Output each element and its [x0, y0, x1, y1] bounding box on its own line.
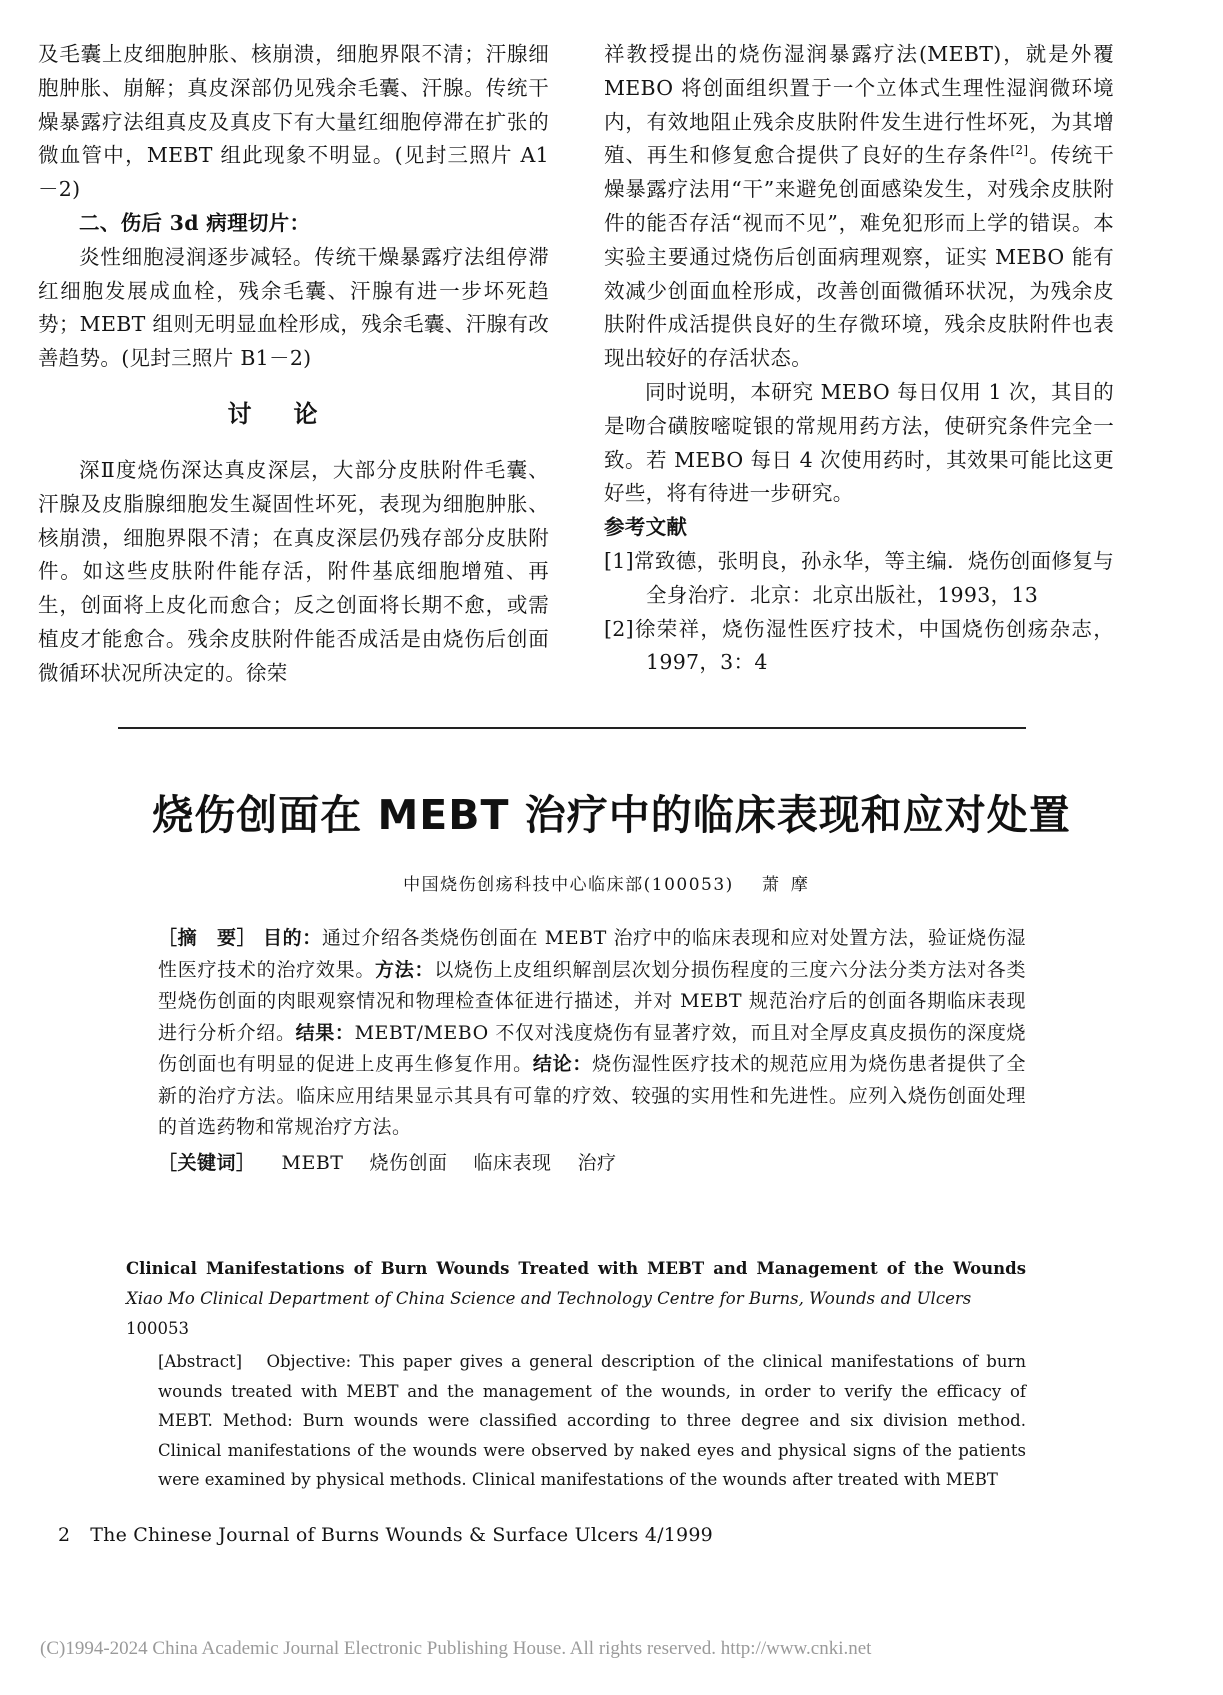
right-paragraph-2: 同时说明，本研究 MEBO 每日仅用 1 次，其目的是吻合磺胺嘧啶银的常规用药方法，使研究条件完全一致。若 MEBO 每日 4 次使用药时，其效果可能比这更好些，将有待进一步研究。 [604, 379, 1114, 506]
left-paragraph-2: 炎性细胞浸润逐步减轻。传统干燥暴露疗法组停滞红细胞发展成血栓，残余毛囊、汗腺有进一步坏死趋势；MEBT 组则无明显血栓形成，残余毛囊、汗腺有改善趋势。(见封三照片 B1－2) [38, 244, 549, 371]
references-heading: 参考文献 [604, 515, 688, 540]
english-abstract [126, 1347, 1026, 1495]
keyword: 烧伤创面 [369, 1151, 448, 1174]
abstract-label: ［摘 要］ [158, 927, 257, 949]
copyright-notice: (C)1994-2024 China Academic Journal Electronic Publishing House. All rights reserved. http://www.cnki.net [40, 1638, 872, 1659]
author-name: 萧摩 [761, 875, 820, 895]
article-title: 烧伤创面在 MEBT 治疗中的临床表现和应对处置 [152, 791, 1071, 839]
right-paragraph-1-text-b: 。传统干燥暴露疗法用“干”来避免创面感染发生，对残余皮肤附件的能否存活“视而不见”，难免犯形而上学的错误。本实验主要通过烧伤后创面病理观察，证实 MEBO 能有效减少创面血栓形成，改善创面微循环状况，为残余皮肤附件成活提供良好的生存微环境，残余皮肤附件也表现出较好的存活状态。 [604, 143, 1115, 371]
purpose-text: 通过介绍各类烧伤创面在 MEBT 治疗中的临床表现和应对处置方法，验证烧伤湿性医疗技术的治疗效果。 [158, 927, 1026, 981]
conclusion-label: 结论： [532, 1053, 593, 1075]
english-abstract-text: Objective: This paper gives a general description of the clinical manifestations of burn wounds treated with MEBT and the management of the wounds, in order to verify the efficacy of MEBT. Method: Burn wounds were classified according to three degree and six division method. Clinical manifestations of the wounds were observed by naked eyes and physical signs of the patients were examined by physical methods. Clinical manifestations of the wounds after treated with MEBT [158, 1352, 1026, 1489]
right-column [604, 38, 1114, 680]
right-paragraph-1-text-a: 祥教授提出的烧伤湿润暴露疗法(MEBT)，就是外覆 MEBO 将创面组织置于一个立体式生理性湿润微环境内，有效地阻止残余皮肤附件发生进行性坏死，为其增殖、再生和修复愈合提供了良好的生存条件 [604, 42, 1114, 168]
reference-item: [2]徐荣祥，烧伤湿性医疗技术，中国烧伤创疡杂志，1997，3：4 [604, 616, 1114, 675]
keyword: 临床表现 [473, 1151, 552, 1174]
page-number: 2 [58, 1524, 71, 1546]
method-label: 方法： [375, 958, 435, 981]
journal-name: The Chinese Journal of Burns Wounds & Surface Ulcers 4/1999 [90, 1524, 713, 1546]
keyword: 治疗 [577, 1151, 617, 1174]
byline [0, 870, 1223, 895]
english-author-affiliation: Xiao Mo Clinical Department of China Science and Technology Centre for Burns, Wounds and Ulcers [126, 1289, 972, 1308]
citation-superscript: [2] [1010, 143, 1029, 158]
method-text: 以烧伤上皮组织解剖层次划分损伤程度的三度六分法分类方法对各类型烧伤创面的肉眼观察情况和物理检查体征进行描述，并对 MEBT 规范治疗后的创面各期临床表现进行分析介绍。 [158, 958, 1026, 1044]
page-footer [58, 1524, 713, 1546]
left-paragraph-1: 及毛囊上皮细胞肿胀、核崩溃，细胞界限不清；汗腺细胞肿胀、崩解；真皮深部仍见残余毛囊、汗腺。传统干燥暴露疗法组真皮及真皮下有大量红细胞停滞在扩张的微血管中，MEBT 组此现象不明显。(见封三照片 A1－2) [38, 42, 549, 202]
reference-list [604, 545, 1114, 680]
abstract-body [126, 923, 1026, 1144]
english-title-block [126, 1254, 1026, 1344]
section-title-discussion: 讨论 [227, 398, 360, 428]
left-paragraph-3: 深Ⅱ度烧伤深达真皮深层，大部分皮肤附件毛囊、汗腺及皮脂腺细胞发生凝固性坏死，表现为细胞肿胀、核崩溃，细胞界限不清；在真皮深层仍残存部分皮肤附件。如这些皮肤附件能存活，附件基底细胞增殖、再生，创面将上皮化而愈合；反之创面将长期不愈，或需植皮才能愈合。残余皮肤附件能否成活是由烧伤后创面微循环状况所决定的。徐荣 [38, 457, 549, 685]
reference-item: [1]常致德，张明良，孙永华，等主编．烧伤创面修复与全身治疗．北京：北京出版社，1993，13 [604, 548, 1114, 607]
affiliation: 中国烧伤创疡科技中心临床部(100053) [403, 875, 734, 895]
subsection-heading-day3: 二、伤后 3d 病理切片： [79, 210, 311, 235]
chinese-abstract [126, 923, 1026, 1179]
section-divider [118, 727, 1026, 729]
result-text: MEBT/MEBO 不仅对浅度烧伤有显著疗效，而且对全厚皮真皮损伤的深度烧伤创面也有明显的促进上皮再生修复作用。 [158, 1021, 1026, 1075]
keywords-label: ［关键词］ [158, 1151, 256, 1174]
left-column [38, 38, 549, 691]
english-postcode: 100053 [126, 1319, 189, 1338]
english-abstract-label: [Abstract] [158, 1352, 243, 1371]
english-title: Clinical Manifestations of Burn Wounds Treated with MEBT and Management of the Wounds [126, 1259, 1026, 1278]
right-paragraph-1 [604, 38, 1114, 376]
keywords-line [126, 1148, 1026, 1180]
conclusion-text: 烧伤湿性医疗技术的规范应用为烧伤患者提供了全新的治疗方法。临床应用结果显示其具有可靠的疗效、较强的实用性和先进性。应列入烧伤创面处理的首选药物和常规治疗方法。 [158, 1053, 1026, 1138]
result-label: 结果： [295, 1021, 355, 1044]
keyword: MEBT [281, 1151, 344, 1174]
english-abstract-body [126, 1347, 1026, 1495]
purpose-label: 目的： [262, 927, 322, 949]
